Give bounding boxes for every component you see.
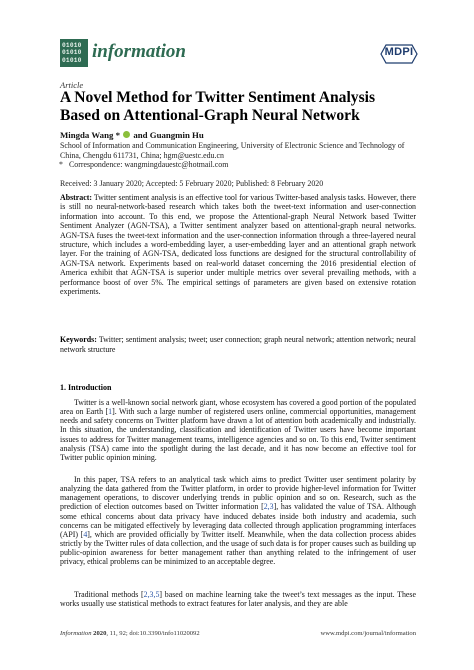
publisher-logo (380, 44, 418, 64)
citation-year: 2020 (93, 630, 107, 637)
paragraph-text: ], which are provided officially by Twitter itself. Meanwhile, when the data collection process abides strictly by the Twitter rules of data collection, and the usage of such data is for proper causes such as building up public-opinion awareness for better management rather than anything related to the infringement of user privacy, ethical problems can be minimized to an acceptable degree. (60, 529, 416, 567)
author-name: and Guangmin Hu (133, 130, 204, 140)
logo-bits-row: 01010 (62, 42, 82, 49)
abstract-text: Twitter sentiment analysis is an effective tool for various Twitter-based analysis tasks. However, there is still no neural-network-based research which takes both the tweet-text information and user-connection information into account. To this end, we propose the Attentional-graph Neural Network based Twitter Sentiment Analyzer (AGN-TSA), a Twitter sentiment analyzer based on attentional-graph neural networks. AGN-TSA fuses the tweet-text information and the user-connection information through a three-layered neural structure, which includes a word-embedding layer, a user-embedding layer and an attentional graph network layer. For the training of AGN-TSA, dedicated loss functions are designed for the structural controllability of AGN-TSA network. Experiments based on real-world dataset concerning the 2016 presidential election of America exhibit that AGN-TSA is superior under multiple metrics over several prevailing methods, with a performance boost of over 5%. The empirical settings of parameters are given based on extensive rotation experiments. (60, 193, 416, 297)
logo-bits (62, 42, 82, 64)
citation-link[interactable]: 2,3 (263, 502, 274, 512)
citation-link[interactable]: 4 (83, 529, 88, 539)
paragraph-text: ]. With such a large number of registered users online, commercial opportunities, management needs and safety concerns on Twitter platform have drawn a lot of attention both academically and industrially. In this situation, the understanding, classification and identification of Twitter users have become important issues to address for Twitter management teams, intelligence agencies and so on. To this end, Twitter sentiment analysis (TSA) came into the spotlight during the last decade, and it has now become an effective tool for Twitter public opinion mining. (60, 407, 416, 462)
section-heading: 1. Introduction (60, 383, 112, 392)
keywords-label: Keywords: (60, 335, 97, 344)
logo-bits-row: 01010 (62, 56, 82, 64)
paragraph-text: Traditional methods [ (74, 590, 144, 599)
journal-url[interactable]: www.mdpi.com/journal/information (320, 630, 416, 637)
citation-link[interactable]: 1 (108, 407, 113, 417)
body-paragraph (60, 475, 416, 567)
title-line: A Novel Method for Twitter Sentiment Analysis (60, 89, 376, 106)
abstract-label: Abstract: (60, 193, 92, 202)
publisher-logo-text: MDPI (384, 46, 414, 58)
body-paragraph (60, 398, 416, 462)
affiliation (60, 141, 425, 170)
author-name: Mingda Wang * (60, 130, 120, 140)
affiliation-text: School of Information and Communication Engineering, University of Electronic Science and Technology of China, Chengdu 611731, China; hgm@uestc.edu.cn (60, 141, 405, 160)
body-paragraph (60, 590, 416, 608)
title-line: Based on Attentional-Graph Neural Network (60, 106, 360, 124)
journal-name: information (92, 41, 186, 62)
paragraph-text: In this paper, TSA refers to an analytical task which aims to predict Twitter user sentiment polarity by analyzing the data gathered from the Twitter platform, in order to provide higher-level information for Twitter management operations, to discover underlying trends in public opinion and so on. Research, such as the prediction of election outcomes based on Twitter information [ (60, 475, 416, 512)
citation-link[interactable]: 2,3,5 (143, 590, 160, 599)
orcid-icon[interactable] (123, 131, 130, 138)
publication-dates: Received: 3 January 2020; Accepted: 5 February 2020; Published: 8 February 2020 (60, 179, 324, 188)
correspondence-star: * (59, 160, 63, 170)
paragraph-text: ] based on machine learning take the tweet’s text messages as the input. These works usually use statistical methods to extract features for later analysis, and they are able (60, 590, 417, 609)
correspondence-text: Correspondence: wangmingdauestc@hotmail.com (69, 160, 229, 170)
article-type: Article (60, 80, 84, 90)
paragraph-text: ], has validated the value of TSA. Although some ethical concerns about data privacy have induced debates inside both industry and academia, such concerns can be mitigated effectively by leveraging data collected through application programming interfaces (API) [ (60, 502, 416, 539)
correspondence-line (60, 160, 425, 170)
keywords (60, 335, 416, 354)
author-list (60, 130, 204, 140)
citation-journal: Information (60, 630, 92, 637)
citation-info (60, 630, 200, 637)
journal-logo (60, 39, 88, 67)
citation-details: , 11, 92; doi:10.3390/info11020092 (106, 630, 200, 637)
keywords-text: Twitter; sentiment analysis; tweet; user connection; graph neural network; attention network; neural network structure (60, 335, 416, 354)
abstract (60, 193, 416, 296)
logo-bits-row: 01010 (62, 49, 82, 57)
paragraph-text: Twitter is a well-known social network giant, whose ecosystem has covered a good portion of the populated area on Earth [ (60, 398, 416, 417)
article-title (60, 89, 430, 124)
